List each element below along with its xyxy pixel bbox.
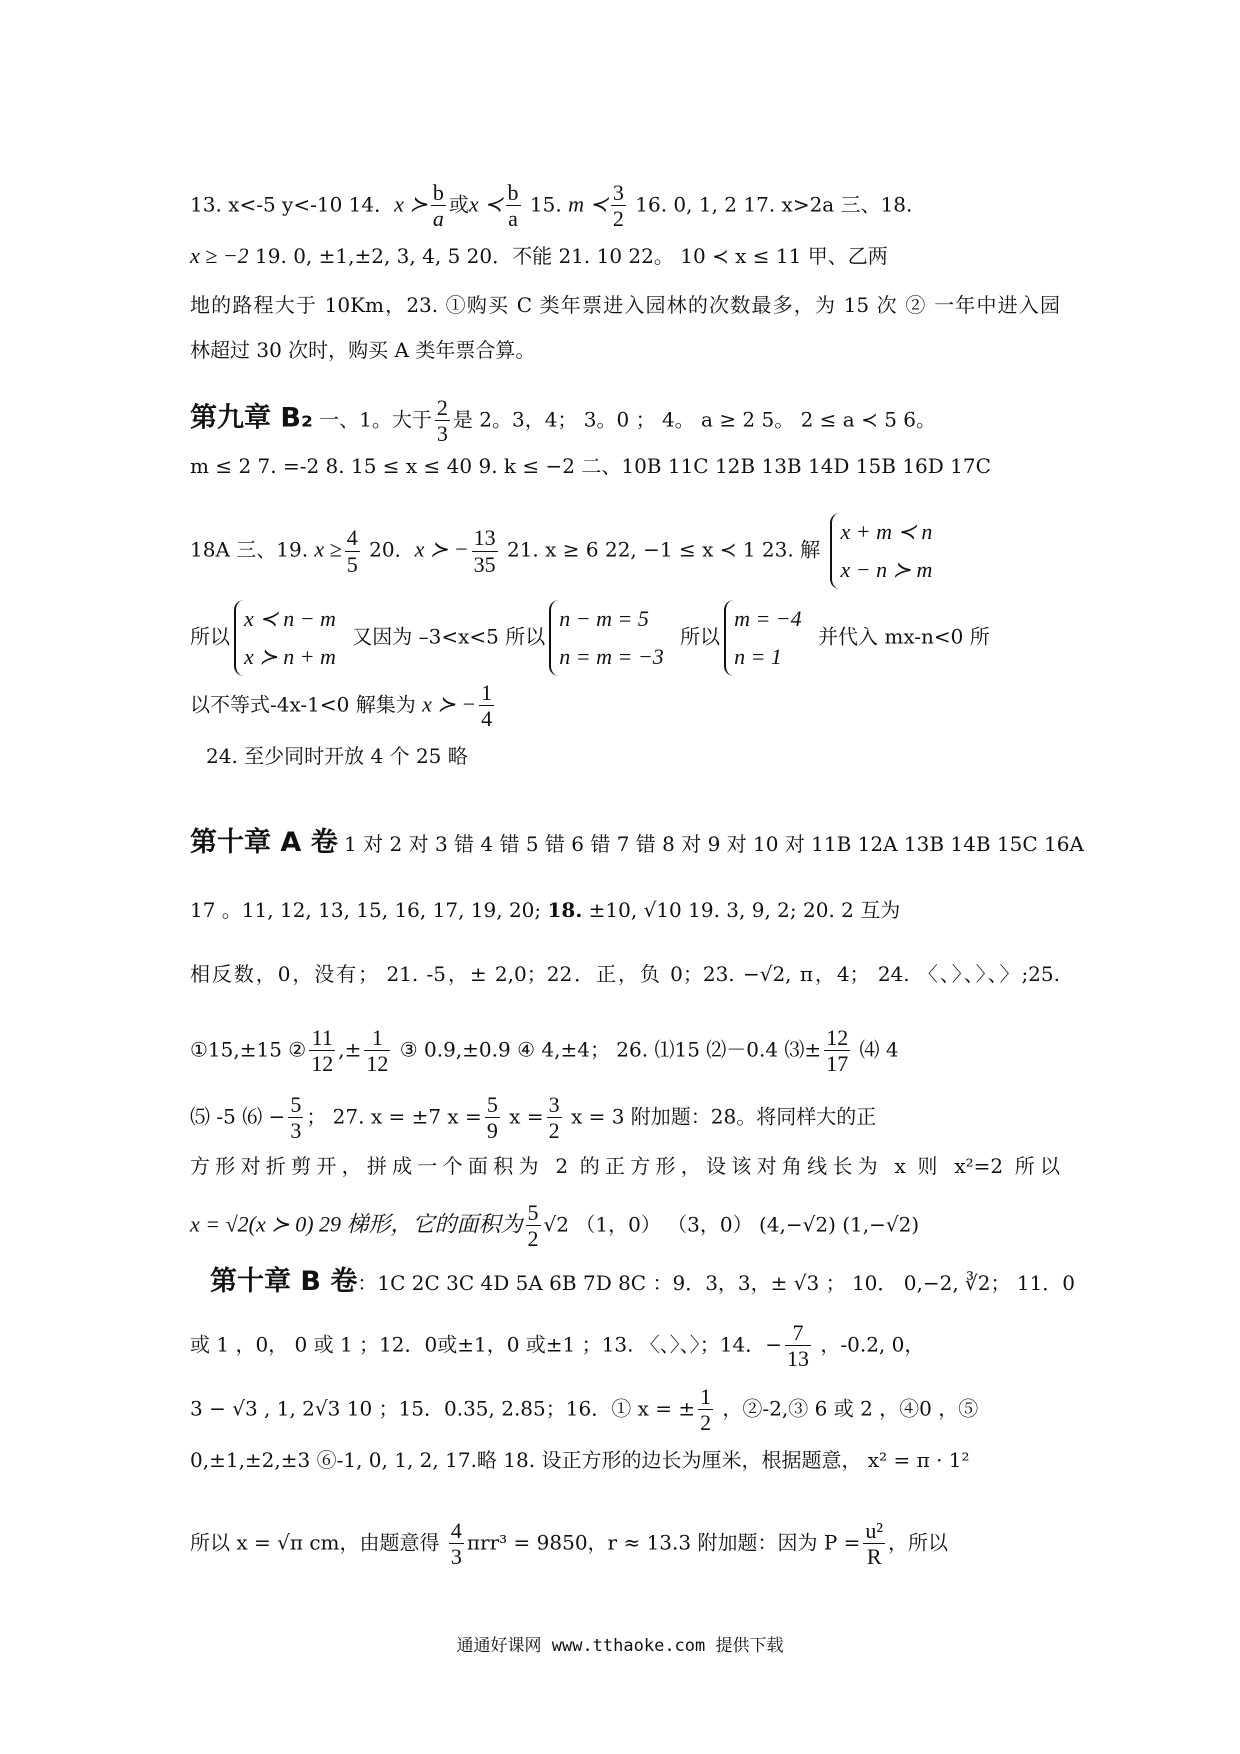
fraction: $\frac{1}{2}$ bbox=[700, 1384, 712, 1436]
math: x ≻ − bbox=[422, 691, 477, 717]
text: 16. 0, 1, 2 17. x>2a 三、18. bbox=[628, 192, 913, 217]
text: 一、1。大于 bbox=[312, 407, 432, 432]
text: 17 。11, 12, 13, 15, 16, 17, 19, 20; bbox=[190, 898, 548, 922]
text: 所以 x = √π cm，由题意得 bbox=[190, 1530, 446, 1555]
chapter9-b2-heading-line bbox=[190, 395, 1060, 447]
fraction: $\frac{b}{a}$ bbox=[507, 180, 519, 232]
answer-line-26-28 bbox=[190, 1092, 1060, 1144]
text: 1 对 2 对 3 错 4 错 5 错 6 错 7 错 8 对 9 对 10 对 11B 12A 13B 14B 15C 16A bbox=[337, 832, 1084, 856]
text: ±10, √10 19. 3, 9, 2; 20. 2 互为 bbox=[582, 898, 901, 922]
answer-line-18-extra bbox=[190, 1518, 1060, 1570]
text: ③ 0.9,±0.9 ④ 4,±4； 26. ⑴15 ⑵－0.4 ⑶± bbox=[393, 1037, 822, 1062]
text: ,± bbox=[338, 1037, 362, 1062]
text: 或 bbox=[448, 192, 469, 217]
chapter10-a-heading-line bbox=[190, 827, 1084, 860]
math: x = √2(x ≻ 0) 29 梯形，它的面积为 bbox=[190, 1211, 523, 1237]
answer-line-23-end: 林超过 30 次时，购买 A 类年票合算。 bbox=[190, 338, 536, 362]
text: 13. x<-5 y<-10 14． bbox=[190, 192, 395, 217]
answer-line-16-18: 0,±1,±2,±3 ⑥-1, 0, 1, 2, 17.略 18. 设正方形的边长为厘米，根据题意， x² = π · 1² bbox=[190, 1448, 970, 1472]
fraction: $\frac{b}{a}$ bbox=[432, 180, 444, 232]
text: ，-0.2, 0， bbox=[814, 1332, 925, 1357]
fraction: $\frac{5}{9}$ bbox=[486, 1092, 498, 1144]
answer-line-28-29 bbox=[190, 1200, 1060, 1252]
text: 所以 bbox=[190, 624, 230, 649]
fraction: $\frac{1}{4}$ bbox=[481, 680, 493, 732]
text: 是 2。3，4； 3。0 ； 4。 a ≥ 2 5。 2 ≤ a ≺ 5 6。 bbox=[452, 407, 937, 432]
equation-system: m = −4 n = 1 bbox=[724, 600, 808, 676]
text: ⑸ -5 ⑹ − bbox=[190, 1104, 286, 1129]
fraction: $\frac{3}{2}$ bbox=[612, 180, 624, 232]
section-heading: 第九章 B₂ bbox=[190, 402, 313, 434]
fraction: $\frac{5}{2}$ bbox=[527, 1200, 539, 1252]
answer-line-13-17 bbox=[190, 180, 1060, 232]
math: x ≻ − bbox=[414, 536, 469, 562]
bold-number: 18. bbox=[547, 898, 583, 922]
answer-line-14-16 bbox=[190, 1384, 1060, 1436]
fraction: $\frac{2}{3}$ bbox=[436, 395, 448, 447]
fraction: $\frac{4}{3}$ bbox=[450, 1518, 462, 1570]
equation-system: x + m ≺ n x − n ≻ m bbox=[830, 513, 938, 589]
section-heading: 第十章 B 卷 bbox=[210, 1266, 358, 1297]
fraction: $\frac{12}{17}$ bbox=[826, 1025, 849, 1077]
fraction: $\frac{4}{5}$ bbox=[346, 525, 358, 577]
text: x = bbox=[502, 1104, 544, 1129]
text: ①15,±15 ② bbox=[190, 1037, 307, 1062]
text: 3 − √3 , 1, 2√3 10 ；15．0.35, 2.85；16．① x = ± bbox=[190, 1396, 696, 1421]
chapter10-b-heading-line bbox=[210, 1266, 1076, 1299]
text: 20． bbox=[362, 537, 415, 562]
answer-line-20-25: 相反数，0，没有； 21. -5，± 2,0；22．正，负 0；23. −√2, π，4； 24. 〈、〉、〉、〉;25. bbox=[190, 962, 1060, 986]
answer-line-24-25: 24. 至少同时开放 4 个 25 略 bbox=[206, 744, 468, 768]
text: 或 1 ，0， 0 或 1 ；12．0或±1，0 或±1 ；13. 〈、〉、〉；14．− bbox=[190, 1332, 782, 1357]
text: 21. x ≥ 6 22, −1 ≤ x ≺ 1 23. 解 bbox=[500, 537, 827, 562]
section-heading: 第十章 A 卷 bbox=[190, 827, 338, 858]
fraction: $\frac{3}{2}$ bbox=[548, 1092, 560, 1144]
answer-line-18-23 bbox=[190, 513, 1060, 589]
fraction: $\frac{1}{12}$ bbox=[366, 1025, 389, 1077]
answer-line-22-23: 地的路程大于 10Km，23. ①购买 C 类年票进入园林的次数最多，为 15 次 ② 一年中进入园 bbox=[190, 293, 1060, 317]
fraction: $\frac{11}{12}$ bbox=[311, 1025, 334, 1077]
answer-line-6-17: m ≤ 2 7. =-2 8. 15 ≤ x ≤ 40 9. k ≤ −2 二、10B 11C 12B 13B 14D 15B 16D 17C bbox=[190, 454, 991, 478]
text: ，②-2,③ 6 或 2 ，④0 ，⑤ bbox=[716, 1396, 979, 1421]
answer-line-18-22 bbox=[190, 240, 1060, 272]
answer-line-23-result bbox=[190, 680, 1060, 732]
text: ：1C 2C 3C 4D 5A 6B 7D 8C ：9．3，3，± √3 ； 10． 0,−2, ∛2； 11．0 bbox=[357, 1271, 1076, 1295]
text: 15. bbox=[523, 192, 569, 217]
text: √2 （1，0） （3，0） (4,−√2) (1,−√2) bbox=[543, 1212, 920, 1237]
answer-line-23-solution bbox=[190, 600, 1060, 676]
answer-line-17-20 bbox=[190, 894, 1060, 926]
fraction: $\frac{7}{13}$ bbox=[787, 1320, 809, 1372]
math: x ≥ bbox=[314, 536, 342, 562]
text: ，所以 bbox=[888, 1530, 949, 1555]
text: 19. 0, ±1,±2, 3, 4, 5 20．不能 21. 10 22。 10 ≺ x ≤ 11 甲、乙两 bbox=[248, 244, 888, 268]
text: x = 3 附加题：28。将同样大的正 bbox=[564, 1104, 877, 1129]
page-footer: 通通好课网 www.tthaoke.com 提供下载 bbox=[456, 1636, 784, 1656]
text: 又因为 –3<x<5 所以 bbox=[345, 624, 546, 649]
text: 所以 bbox=[673, 624, 721, 649]
math: x ≻ bbox=[394, 191, 428, 217]
math: x ≺ bbox=[468, 191, 503, 217]
fraction: $\frac{13}{35}$ bbox=[473, 525, 496, 577]
text: ⑷ 4 bbox=[853, 1037, 899, 1062]
fraction: $\frac{5}{3}$ bbox=[290, 1092, 302, 1144]
math: m ≺ bbox=[568, 191, 608, 217]
text: 以不等式-4x-1<0 解集为 bbox=[190, 692, 423, 717]
equation-system: n − m = 5 n = m = −3 bbox=[549, 600, 669, 676]
text: ； 27. x = ±7 x = bbox=[306, 1104, 482, 1129]
answer-line-11-14 bbox=[190, 1320, 1060, 1372]
math: x ≥ −2 bbox=[190, 243, 249, 268]
answer-line-25-26 bbox=[190, 1025, 1060, 1077]
fraction: $\frac{\text{u²}}{R}$ bbox=[865, 1518, 884, 1570]
text: 并代入 mx-n<0 所 bbox=[811, 624, 990, 649]
text: 18A 三、19. bbox=[190, 537, 315, 562]
equation-system: x ≺ n − m x ≻ n + m bbox=[234, 600, 342, 676]
answer-line-28: 方形对折剪开，拼成一个面积为 2 的正方形，设该对角线长为 x 则 x²=2 所以 bbox=[190, 1154, 1060, 1178]
text: πrr³ = 9850，r ≈ 13.3 附加题：因为 P = bbox=[466, 1530, 861, 1555]
